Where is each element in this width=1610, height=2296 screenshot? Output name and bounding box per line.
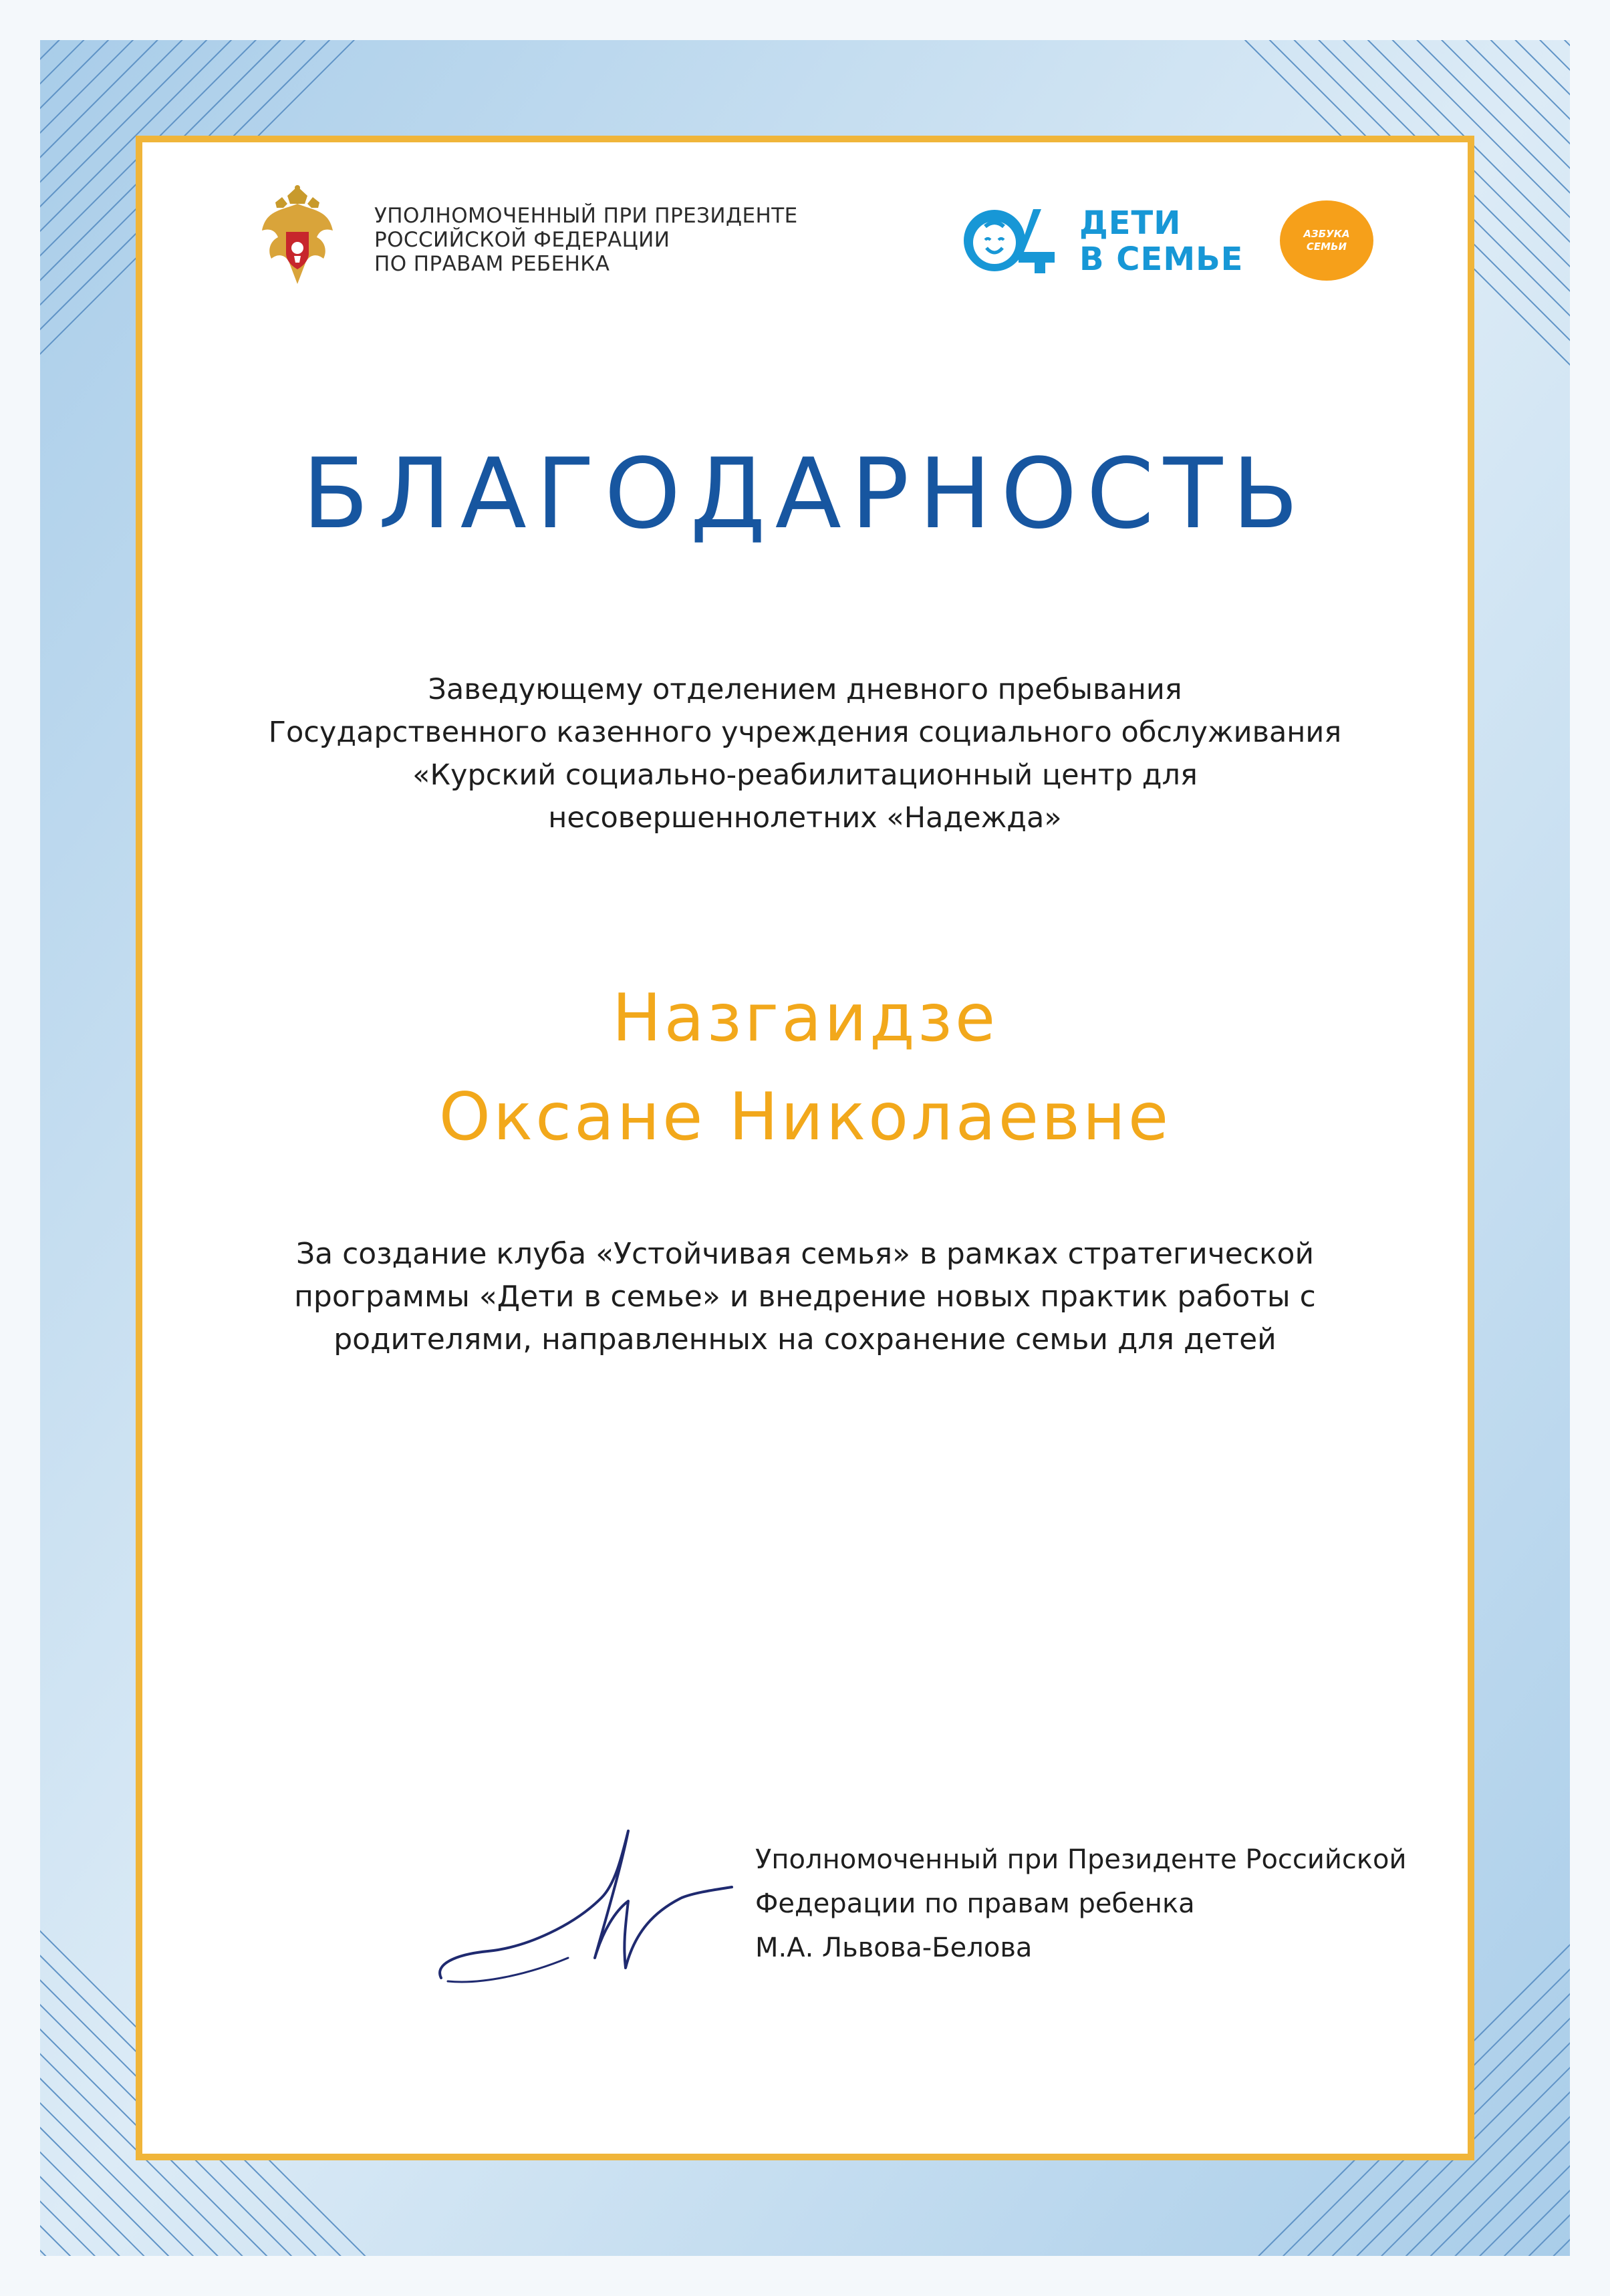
baby-face-four-icon bbox=[962, 204, 1063, 277]
name-line: Назгаидзе bbox=[612, 980, 998, 1056]
recipient-line: несовершеннолетних «Надежда» bbox=[548, 801, 1062, 835]
recipient-line: «Курский социально-реабилитационный центр для bbox=[412, 758, 1198, 792]
reason-line: родителями, направленных на сохранение семьи для детей bbox=[333, 1322, 1277, 1356]
recipient-line: Заведующему отделением дневного пребывания bbox=[428, 673, 1182, 706]
recipient-line: Государственного казенного учреждения социального обслуживания bbox=[268, 716, 1342, 749]
program-line: В СЕМЬЕ bbox=[1079, 241, 1244, 278]
organization-line: РОССИЙСКОЙ ФЕДЕРАЦИИ bbox=[374, 228, 670, 252]
signer-block bbox=[755, 1838, 1407, 1970]
handwritten-signature bbox=[428, 1818, 735, 2018]
award-reason bbox=[0, 1233, 1610, 1361]
signer-line: Федерации по правам ребенка bbox=[755, 1888, 1195, 1919]
badge-line: СЕМЬИ bbox=[1306, 241, 1347, 253]
azbuka-semyi-badge bbox=[1280, 200, 1373, 281]
reason-line: программы «Дети в семье» и внедрение новых практик работы с bbox=[294, 1280, 1316, 1314]
organization-line: УПОЛНОМОЧЕННЫЙ ПРИ ПРЕЗИДЕНТЕ bbox=[374, 204, 798, 228]
program-logo bbox=[962, 197, 1350, 291]
recipient-position bbox=[0, 668, 1610, 839]
signer-line: Уполномоченный при Президенте Российской bbox=[755, 1844, 1407, 1875]
badge-line: АЗБУКА bbox=[1303, 228, 1350, 240]
certificate-title: БЛАГОДАРНОСТЬ bbox=[302, 438, 1308, 551]
reason-line: За создание клуба «Устойчивая семья» в рамках стратегической bbox=[295, 1237, 1315, 1271]
organization-name bbox=[374, 204, 798, 276]
russian-coat-of-arms-icon bbox=[261, 184, 334, 294]
ombudsman-logo bbox=[261, 184, 822, 297]
name-line: Оксане Николаевне bbox=[438, 1079, 1172, 1155]
signer-line: М.А. Львова-Белова bbox=[755, 1932, 1033, 1963]
recipient-name bbox=[0, 969, 1610, 1167]
organization-line: ПО ПРАВАМ РЕБЕНКА bbox=[374, 252, 610, 276]
program-line: ДЕТИ bbox=[1079, 204, 1182, 242]
program-name bbox=[1079, 205, 1243, 277]
